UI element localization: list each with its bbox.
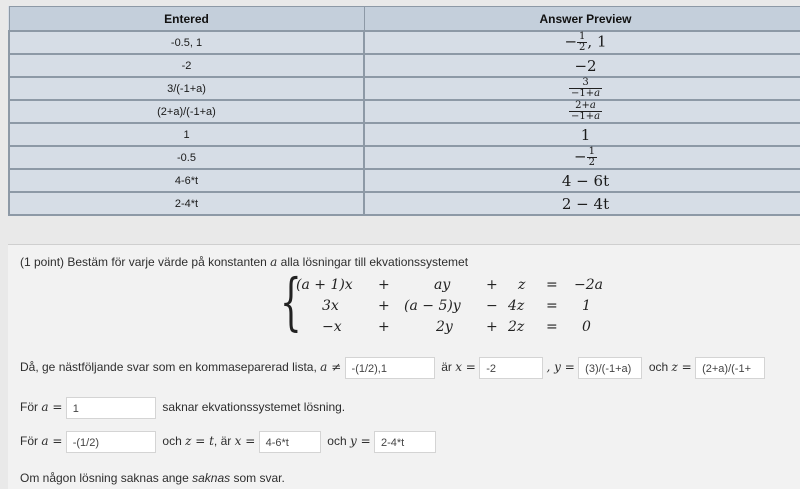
table-row	[9, 77, 800, 100]
footer-note: Om någon lösning saknas ange saknas som svar.	[20, 471, 285, 485]
answer-input-x-param[interactable]: 4-6*t	[259, 431, 321, 453]
preview-cell: 2 − 4t	[364, 192, 800, 215]
var-a: a	[270, 255, 278, 269]
preview-cell: 1	[364, 123, 800, 146]
entered-cell: -0.5, 1	[9, 31, 364, 54]
problem-intro: (1 point) Bestäm för varje värde på konstanten a alla lösningar till ekvationssystemet	[20, 255, 469, 269]
preview-cell: −2	[364, 54, 800, 77]
entered-cell: -2	[9, 54, 364, 77]
preview-cell: 4 − 6t	[364, 169, 800, 192]
left-brace-icon: {	[280, 265, 302, 338]
equation-system: { (a + 1)x + ay + z = −2a 3x + (a − 5)y − 4z = 1 −x + 2y + 2z = 0	[280, 265, 603, 338]
table-row	[9, 100, 800, 123]
entered-cell: 2-4*t	[9, 192, 364, 215]
table-header-row	[9, 7, 800, 32]
entered-cell: -0.5	[9, 146, 364, 169]
table-row	[9, 169, 800, 192]
answer-input-a-infinite[interactable]: -(1/2)	[66, 431, 156, 453]
answer-input-x[interactable]: -2	[479, 357, 543, 379]
answer-input-a-excluded[interactable]: -(1/2),1	[345, 357, 435, 379]
results-table	[8, 6, 800, 216]
table-row	[9, 123, 800, 146]
answer-line-2: För a = 1 saknar ekvationssystemet lösning.	[20, 397, 345, 419]
preview-cell: $\frac{3}{-1+a}$	[364, 77, 800, 100]
table-row	[9, 146, 800, 169]
entered-cell: 4-6*t	[9, 169, 364, 192]
answer-line-1: Då, ge nästföljande svar som en kommaseparerad lista, a ≠ -(1/2),1 är x = -2 , y = (3)/(-1+a) och z = (2+a)/(-1+	[20, 357, 765, 379]
preview-cell: $\frac{2+a}{-1+a}$	[364, 100, 800, 123]
answer-input-a-no-solution[interactable]: 1	[66, 397, 156, 419]
header-answer-preview: Answer Preview	[364, 7, 800, 32]
answer-line-3: För a = -(1/2) och z = t, är x = 4-6*t och y = 2-4*t	[20, 431, 436, 453]
preview-cell: − $\frac{1}{2}$	[364, 146, 800, 169]
entered-cell: 1	[9, 123, 364, 146]
table-row	[9, 192, 800, 215]
entered-cell: 3/(-1+a)	[9, 77, 364, 100]
answer-input-z[interactable]: (2+a)/(-1+	[695, 357, 765, 379]
preview-cell: − $\frac{1}{2}$ , 1	[364, 31, 800, 54]
header-entered: Entered	[9, 7, 364, 32]
table-row	[9, 54, 800, 77]
answer-input-y[interactable]: (3)/(-1+a)	[578, 357, 642, 379]
entered-cell: (2+a)/(-1+a)	[9, 100, 364, 123]
answer-input-y-param[interactable]: 2-4*t	[374, 431, 436, 453]
problem-box	[8, 244, 800, 489]
table-row	[9, 31, 800, 54]
